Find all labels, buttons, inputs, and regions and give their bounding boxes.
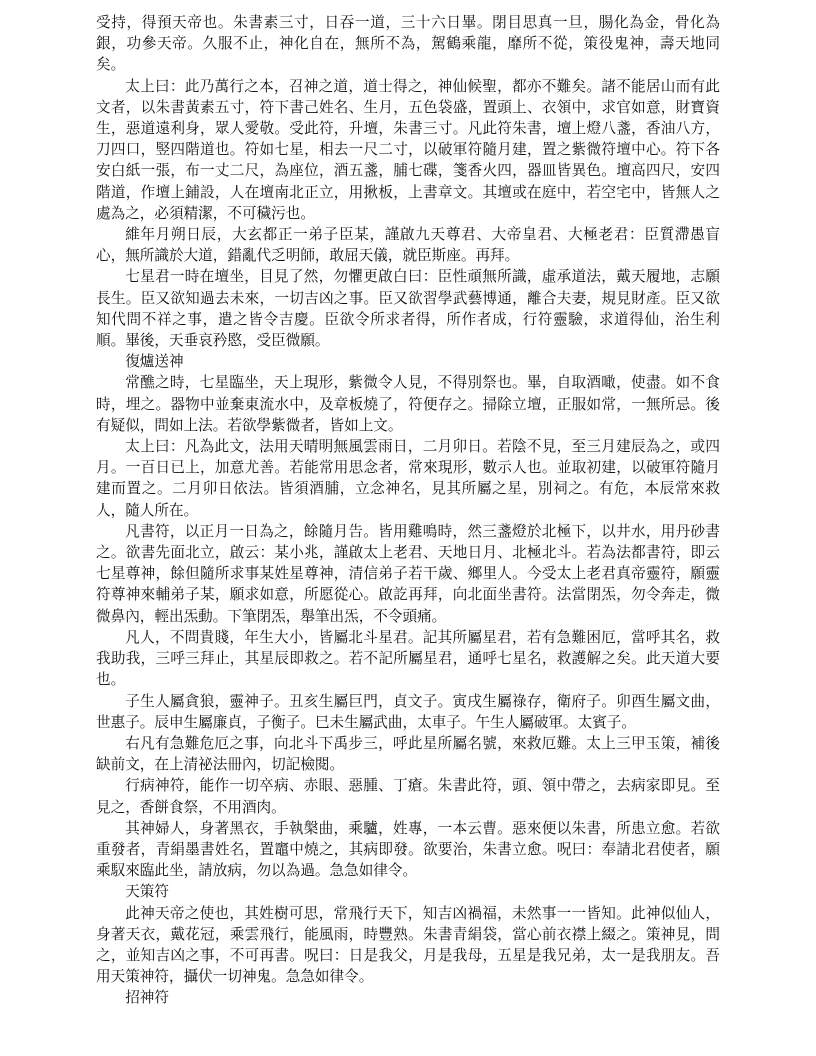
- body-paragraph: 右凡有急難危厄之事，向北斗下禹步三，呼此星所屬名號，來救厄難。太上三甲玉策，補後缺前文，在上清祕法冊內，切記檢閱。: [96, 734, 720, 774]
- body-paragraph: 太上曰：凡為此文，法用天晴明無風雲雨日，二月卯日。若陰不見，至三月建辰為之，或四月。一百日已上，加意尤善。若能常用思念者，常來現形，數示人也。並取初建，以破軍符隨月建而置之。二月卯日依法。皆須酒脯，立念神名，見其所屬之星，別祠之。有危，本辰常來救人，隨人所在。: [96, 438, 720, 519]
- body-paragraph: 此神天帝之使也，其姓樹可思，常飛行天下，知吉凶禍福，未然事一一皆知。此神似仙人，身著天衣，戴花冠，乘雲飛行，能風雨，時豐熟。朱書青絹袋，當心前衣襟上綴之。策神見，問之，並知吉凶之事，不可再書。呪曰：日是我父，月是我母，五星是我兄弟，太一是我朋友。吾用天策神符，攝伏一切神鬼。急急如律令。: [96, 904, 720, 986]
- body-paragraph: 維年月朔日辰，大玄都正一弟子臣某，謹啟九天尊君、大帝皇君、大極老君：臣質滯愚盲心，無所識於大道，錯亂代乏明師，敢屈天儀，就臣斯座。再拜。: [96, 226, 720, 265]
- body-paragraph: 七星君一時在壇坐，目見了然，勿懼更啟白曰：臣性頑無所識，虛承道法，戴天履地，志願長生。臣又欲知過去未來，一切吉凶之事。臣又欲習學武藝博通，離合夫妻，規見財產。臣又欲知代問不祥之事，遣之皆令吉慶。臣欲令所求者得，所作者成，行符靈驗，求道得仙，治生利順。畢後，天垂哀矜愍，受臣微願。: [96, 268, 720, 350]
- body-paragraph: 其神婦人，身著黑衣，手執槃曲，乘驢，姓專，一本云曹。惡來便以朱書，所患立愈。若欲重發者，青絹墨書姓名，置竈中燒之，其病即發。欲要治，朱書立愈。呪曰：奉請北君使者，願乘馭來臨此坐，請放病，勿以為過。急急如律令。: [96, 819, 720, 880]
- body-paragraph: 子生人屬貪狼，靈神子。丑亥生屬巨門，貞文子。寅戌生屬祿存，衛府子。卯酉生屬文曲，世惠子。辰申生屬廉貞，子衡子。巳未生屬武曲，太車子。午生人屬破軍。太賓子。: [96, 692, 720, 731]
- section-heading: 招神符: [125, 989, 169, 1007]
- body-paragraph: 太上曰：此乃萬行之本，召神之道，道士得之，神仙候聖，都亦不難矣。諸不能居山而有此文者，以朱書黃素五寸，符下書己姓名、生月，五色袋盛，置頭上、衣領中，求官如意，財寶資生，惡道遠利身，眾人愛敬。受此符，升壇，朱書三寸。凡此符朱書，壇上燈八盞，香油八方，刀四口，竪四階道也。符如七星，相去一尺二寸，以破軍符隨月建，置之紫微符壇中心。符下各安白紙一張，布一丈二尺，為座位，酒五盞，脯七碟，箋香火四，器皿皆異色。壇高四尺，安四階道，作壇上鋪設，人在壇南北正立，用揪板，上書章文。其壇或在庭中，若空宅中，皆無人之處為之，必須精潔，不可穢污也。: [96, 77, 720, 222]
- body-paragraph: 常醮之時，七星臨坐，天上現形，紫微令人見，不得別祭也。畢，自取酒噉，使盡。如不食時，埋之。器物中並棄東流水中，及章板燒了，符便存之。掃除立壇，正服如常，一無所忌。後有疑似，問如上法。若欲學紫微者，皆如上文。: [96, 374, 720, 434]
- section-heading: 復爐送神: [125, 353, 184, 371]
- section-heading: 天策符: [125, 883, 169, 901]
- body-paragraph: 凡書符，以正月一日為之，餘隨月告。皆用雞鳴時，然三盞燈於北極下，以井水，用丹砂書之。欲書先面北立，啟云：某小兆，謹啟太上老君、天地日月、北極北斗。若為法都書符，即云七星尊神，餘但隨所求事某姓星尊神，清信弟子若干歲、鄉里人。今受太上老君真帝靈符，願靈符尊神來輔弟子某，願求如意，所愿從心。啟訖再拜，向北面坐書符。法當閉炁，勿令奔走，微微鼻內，輕出炁動。下筆閉炁，舉筆出炁，不令頭痛。: [96, 522, 720, 625]
- text-body: [96, 12, 720, 1009]
- body-paragraph: 受持，得預天帝也。朱書素三寸，日吞一道，三十六日畢。閉目思真一旦，腸化為金，骨化為銀，功參天帝。久服不止，神化自在，無所不為，駕鶴乘龍，靡所不從，策役鬼神，壽天地同矣。: [96, 14, 720, 74]
- body-paragraph: 行病神符，能作一切卒病、赤眼、惡腫、丁瘡。朱書此符，頭、領中帶之，去病家即見。至見之，香餅食祭，不用酒肉。: [96, 777, 720, 816]
- body-paragraph: 凡人，不問貴賤，年生大小，皆屬北斗星君。記其所屬星君，若有急難困厄，當呼其名，救我助我，三呼三拜止，其星辰即救之。若不記所屬星君，通呼七星名，救護解之矣。此天道大要也。: [96, 628, 720, 689]
